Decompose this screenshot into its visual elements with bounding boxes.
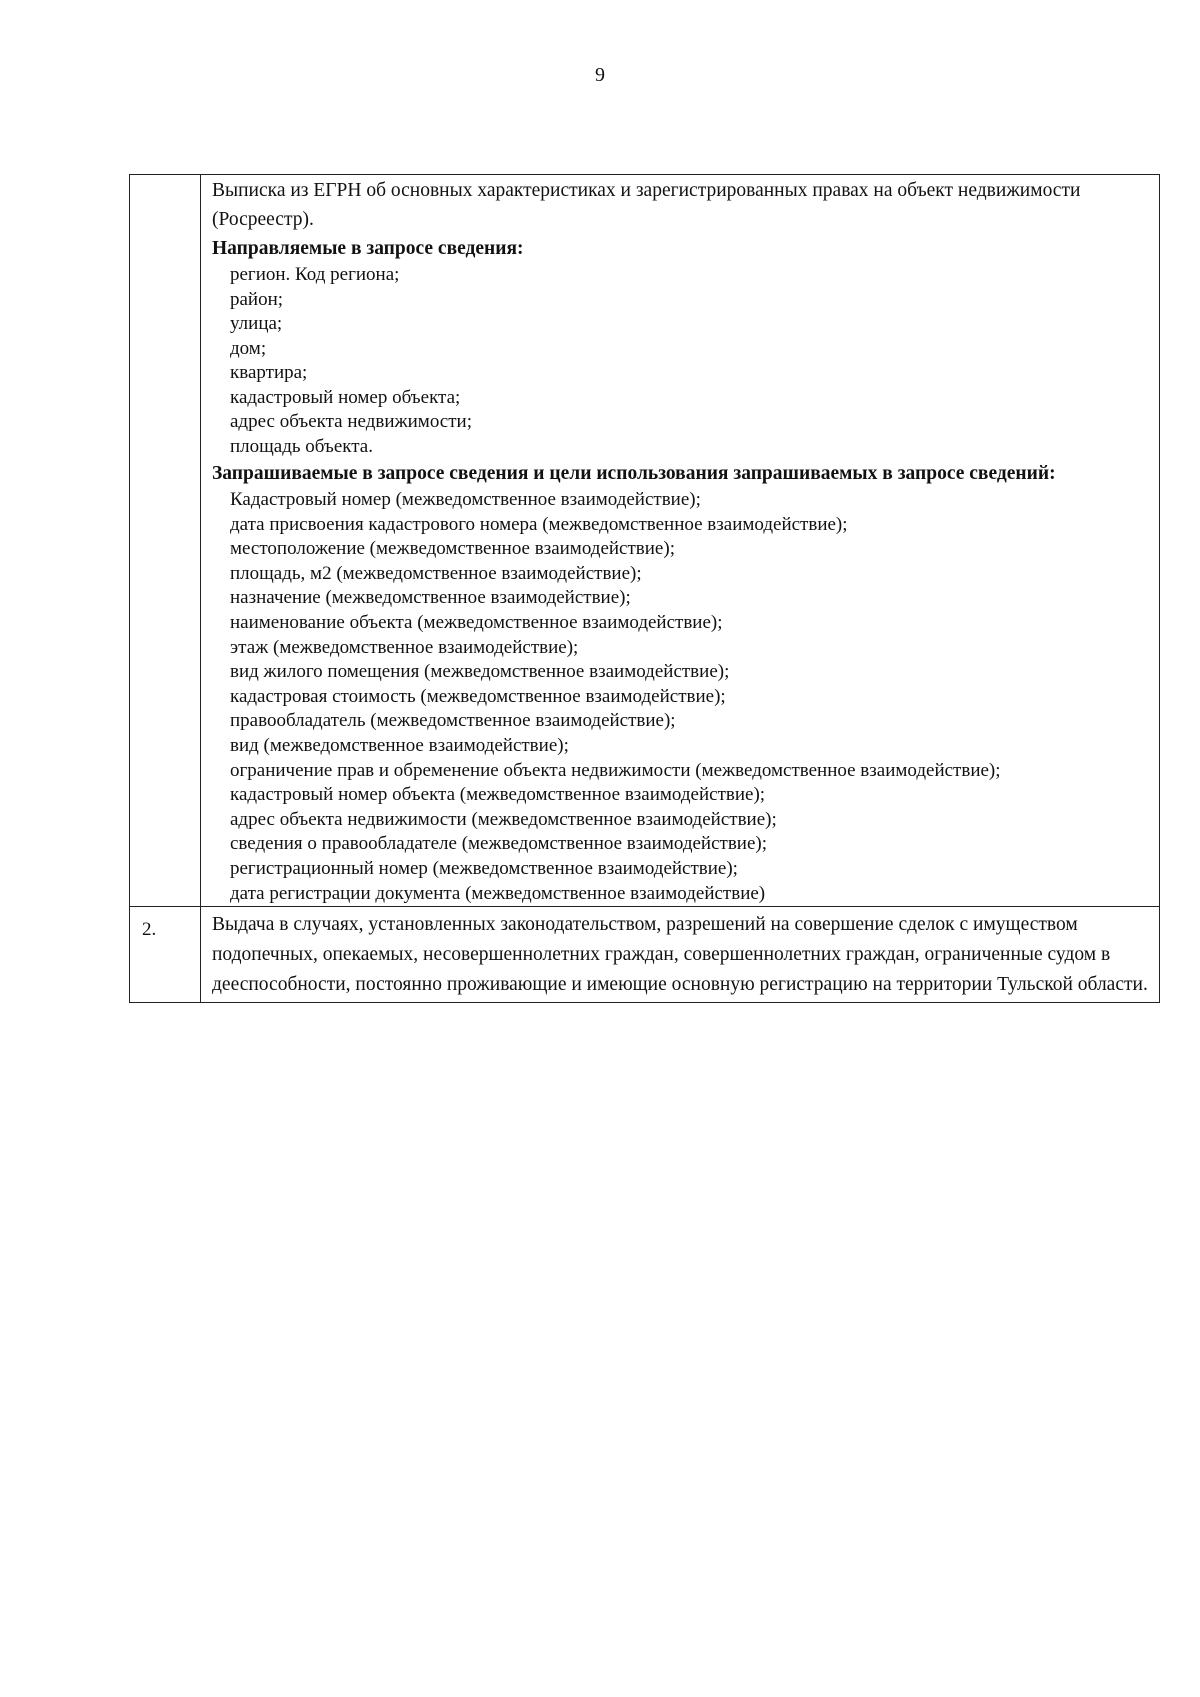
list-item: дата присвоения кадастрового номера (межведомственное взаимодействие); — [230, 513, 848, 535]
list-item: адрес объекта недвижимости; — [230, 411, 472, 432]
row-number: 2. — [142, 919, 157, 941]
sent-data-list — [212, 263, 1155, 459]
list-item: наименование объекта (межведомственное взаимодействие); — [230, 611, 723, 633]
list-item: район; — [230, 288, 284, 310]
list-item: площадь объекта. — [230, 435, 373, 457]
requested-data-list — [212, 488, 1155, 906]
list-item: вид (межведомственное взаимодействие); — [230, 734, 569, 756]
list-item: правообладатель (межведомственное взаимодействие); — [230, 710, 676, 732]
list-item: адрес объекта недвижимости (межведомственное взаимодействие); — [230, 808, 777, 830]
list-item: кадастровый номер объекта; — [230, 386, 461, 408]
list-item: этаж (межведомственное взаимодействие); — [230, 636, 579, 658]
page-number: 9 — [595, 64, 605, 86]
list-item: местоположение (межведомственное взаимодействие); — [230, 538, 675, 560]
list-item: регион. Код региона; — [230, 264, 400, 285]
list-item: регистрационный номер (межведомственное взаимодействие); — [230, 857, 738, 879]
table-row — [130, 175, 1160, 907]
list-item: назначение (межведомственное взаимодействие); — [230, 587, 631, 609]
list-item: дата регистрации документа (межведомственное взаимодействие) — [230, 882, 766, 904]
list-item: Кадастровый номер (межведомственное взаимодействие); — [230, 489, 701, 510]
row-number — [130, 175, 200, 186]
requested-data-heading: Запрашиваемые в запросе сведения и цели использования запрашиваемых в запросе сведений: — [212, 463, 1056, 484]
row-number-cell — [130, 907, 201, 1003]
list-item: квартира; — [230, 362, 308, 383]
list-item: кадастровый номер объекта (межведомственное взаимодействие); — [230, 784, 766, 806]
row-number-cell — [130, 175, 201, 907]
row-content-cell — [201, 175, 1160, 907]
service-description: Выдача в случаях, установленных законодательством, разрешений на совершение сделок с имуществом подопечных, опекаемых, несовершеннолетних граждан, совершеннолетних граждан, ограниченные судом в дееспособности, постоянно проживающие и имеющие основную регистрацию на территории Тульской области. — [212, 914, 1148, 996]
list-item: кадастровая стоимость (межведомственное взаимодействие); — [230, 685, 726, 707]
list-item: улица; — [230, 313, 283, 334]
list-item: дом; — [230, 337, 267, 359]
row-content-cell — [201, 907, 1160, 1003]
list-item: вид жилого помещения (межведомственное взаимодействие); — [230, 661, 730, 683]
sent-data-heading: Направляемые в запросе сведения: — [212, 238, 524, 259]
list-item: ограничение прав и обременение объекта недвижимости (межведомственное взаимодействие); — [230, 759, 1001, 781]
document-intro: Выписка из ЕГРН об основных характеристиках и зарегистрированных правах на объект недвижимости (Росреестр). — [212, 180, 1081, 230]
table-row — [130, 907, 1160, 1003]
services-table — [129, 174, 1160, 1003]
list-item: площадь, м2 (межведомственное взаимодействие); — [230, 562, 642, 584]
list-item: сведения о правообладателе (межведомственное взаимодействие); — [230, 833, 768, 855]
